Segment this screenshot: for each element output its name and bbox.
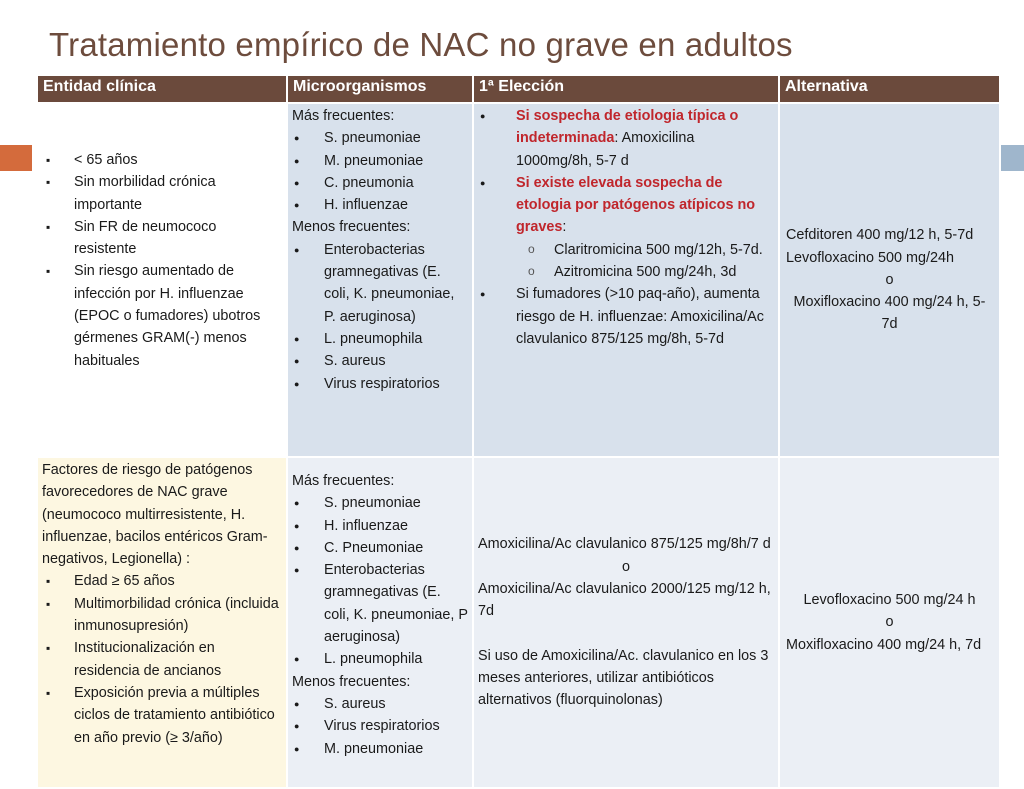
list-item: ▪ Sin riesgo aumentado de infección por H. influenzae (EPOC o fumadores) ubotros gérmenes GRAM(-) menos habituales <box>42 260 282 371</box>
list-item: ● S. aureus <box>292 693 468 715</box>
list-item: ● C. Pneumoniae <box>292 537 468 559</box>
emphasis-text: Si sospecha de etiologia típica o indeterminada <box>516 108 739 147</box>
spacer <box>478 623 774 645</box>
entity-list <box>42 149 282 372</box>
frequent-list <box>292 492 468 670</box>
list-item: ▪ Multimorbilidad crónica (incluida inmunosupresión) <box>42 593 282 638</box>
or-text: o <box>885 614 894 631</box>
list-item: ● C. pneumonia <box>292 172 468 194</box>
list-item: ▪ Exposición previa a múltiples ciclos de tratamiento antibiótico en año previo (≥ 3/año) <box>42 682 282 749</box>
table-header-row <box>37 75 1000 103</box>
list-item: ● S. pneumoniae <box>292 492 468 514</box>
or-text: o <box>885 271 894 288</box>
page-title: Tratamiento empírico de NAC no grave en adultos <box>49 26 793 63</box>
alternative-line: Moxifloxacino 400 mg/24 h, 7d <box>786 636 982 653</box>
regimen-note: Si uso de Amoxicilina/Ac. clavulanico en los 3 meses anteriores, utilizar antibióticos alternativos (fluorquinolonas) <box>478 647 769 709</box>
list-item: ● Virus respiratorios <box>292 715 468 737</box>
decor-bar-left <box>0 145 32 171</box>
microorganisms-cell <box>287 457 473 788</box>
first-choice-cell <box>473 103 779 457</box>
frequent-label: Más frecuentes: <box>292 108 395 124</box>
header-entity: Entidad clínica <box>37 75 287 103</box>
list-item: ● H. influenzae <box>292 194 468 216</box>
decor-bar-right <box>1001 145 1024 171</box>
alternative-cell <box>779 457 1000 788</box>
list-item: ● M. pneumoniae <box>292 738 468 760</box>
table-row <box>37 103 1000 457</box>
alternative-line: Moxifloxacino 400 mg/24 h, 5-7d <box>793 294 986 333</box>
less-frequent-label: Menos frecuentes: <box>292 219 411 236</box>
treatment-table <box>36 74 1001 789</box>
list-item <box>478 172 774 283</box>
list-item: ▪ Sin morbilidad crónica importante <box>42 171 282 216</box>
list-item: o Claritromicina 500 mg/12h, 5-7d. <box>516 239 774 261</box>
less-frequent-list <box>292 693 468 760</box>
alternative-cell <box>779 103 1000 457</box>
list-item: ● M. pneumoniae <box>292 150 468 172</box>
table-row <box>37 457 1000 788</box>
list-item: ● Enterobacterias gramnegativas (E. coli, K. pneumoniae, P. aeruginosa) <box>292 239 468 328</box>
list-item: ● H. influenzae <box>292 515 468 537</box>
alternative-line: Levofloxacino 500 mg/24 h <box>803 592 976 609</box>
list-item: ● S. pneumoniae <box>292 127 468 149</box>
header-first-choice: 1ª Elección <box>473 75 779 103</box>
frequent-list <box>292 127 468 216</box>
entity-cell <box>37 457 287 788</box>
list-item: ● L. pneumophila <box>292 648 468 670</box>
list-item: ● L. pneumophila <box>292 328 468 350</box>
list-item: ● S. aureus <box>292 350 468 372</box>
list-item <box>478 105 774 172</box>
list-item: ● Si fumadores (>10 paq-año), aumenta riesgo de H. influenzae: Amoxicilina/Ac clavulanico 875/125 mg/8h, 5-7d <box>478 283 774 350</box>
entity-list <box>42 570 282 748</box>
list-item: ▪ Institucionalización en residencia de ancianos <box>42 637 282 682</box>
list-item: ● Enterobacterias gramnegativas (E. coli, K. pneumoniae, P aeruginosa) <box>292 559 468 648</box>
list-item: ▪ Edad ≥ 65 años <box>42 570 282 592</box>
header-alternative: Alternativa <box>779 75 1000 103</box>
header-microorganisms: Microorganismos <box>287 75 473 103</box>
or-text: o <box>621 558 630 575</box>
entity-intro: Factores de riesgo de patógenos favorecedores de NAC grave (neumococo multirresistente, H. influenzae, bacilos entéricos Gram-negativos, Legionella) : <box>42 462 268 568</box>
less-frequent-list <box>292 239 468 395</box>
list-item: ● Virus respiratorios <box>292 373 468 395</box>
list-item: ▪ Sin FR de neumococo resistente <box>42 216 282 261</box>
microorganisms-cell <box>287 103 473 457</box>
entity-cell <box>37 103 287 457</box>
less-frequent-label: Menos frecuentes: <box>292 673 411 690</box>
list-item: o Azitromicina 500 mg/24h, 3d <box>516 261 774 283</box>
regimen-line: Amoxicilina/Ac clavulanico 875/125 mg/8h/7 d <box>478 536 771 553</box>
list-item: ▪ < 65 años <box>42 149 282 171</box>
emphasis-text: Si existe elevada sospecha de etologia por patógenos atípicos no graves <box>516 174 756 236</box>
alternative-line: Cefditoren 400 mg/12 h, 5-7d <box>786 227 974 244</box>
regimen-text: : Amoxicilina 1000mg/8h, 5-7 d <box>516 130 695 169</box>
regimen-text: : <box>562 219 567 236</box>
first-choice-list <box>478 105 774 350</box>
sub-list <box>516 239 774 284</box>
regimen-line: Amoxicilina/Ac clavulanico 2000/125 mg/12 h, 7d <box>478 581 771 620</box>
first-choice-cell <box>473 457 779 788</box>
spacer <box>292 459 468 470</box>
alternative-line: Levofloxacino 500 mg/24h <box>786 249 955 266</box>
frequent-label: Más frecuentes: <box>292 473 395 489</box>
